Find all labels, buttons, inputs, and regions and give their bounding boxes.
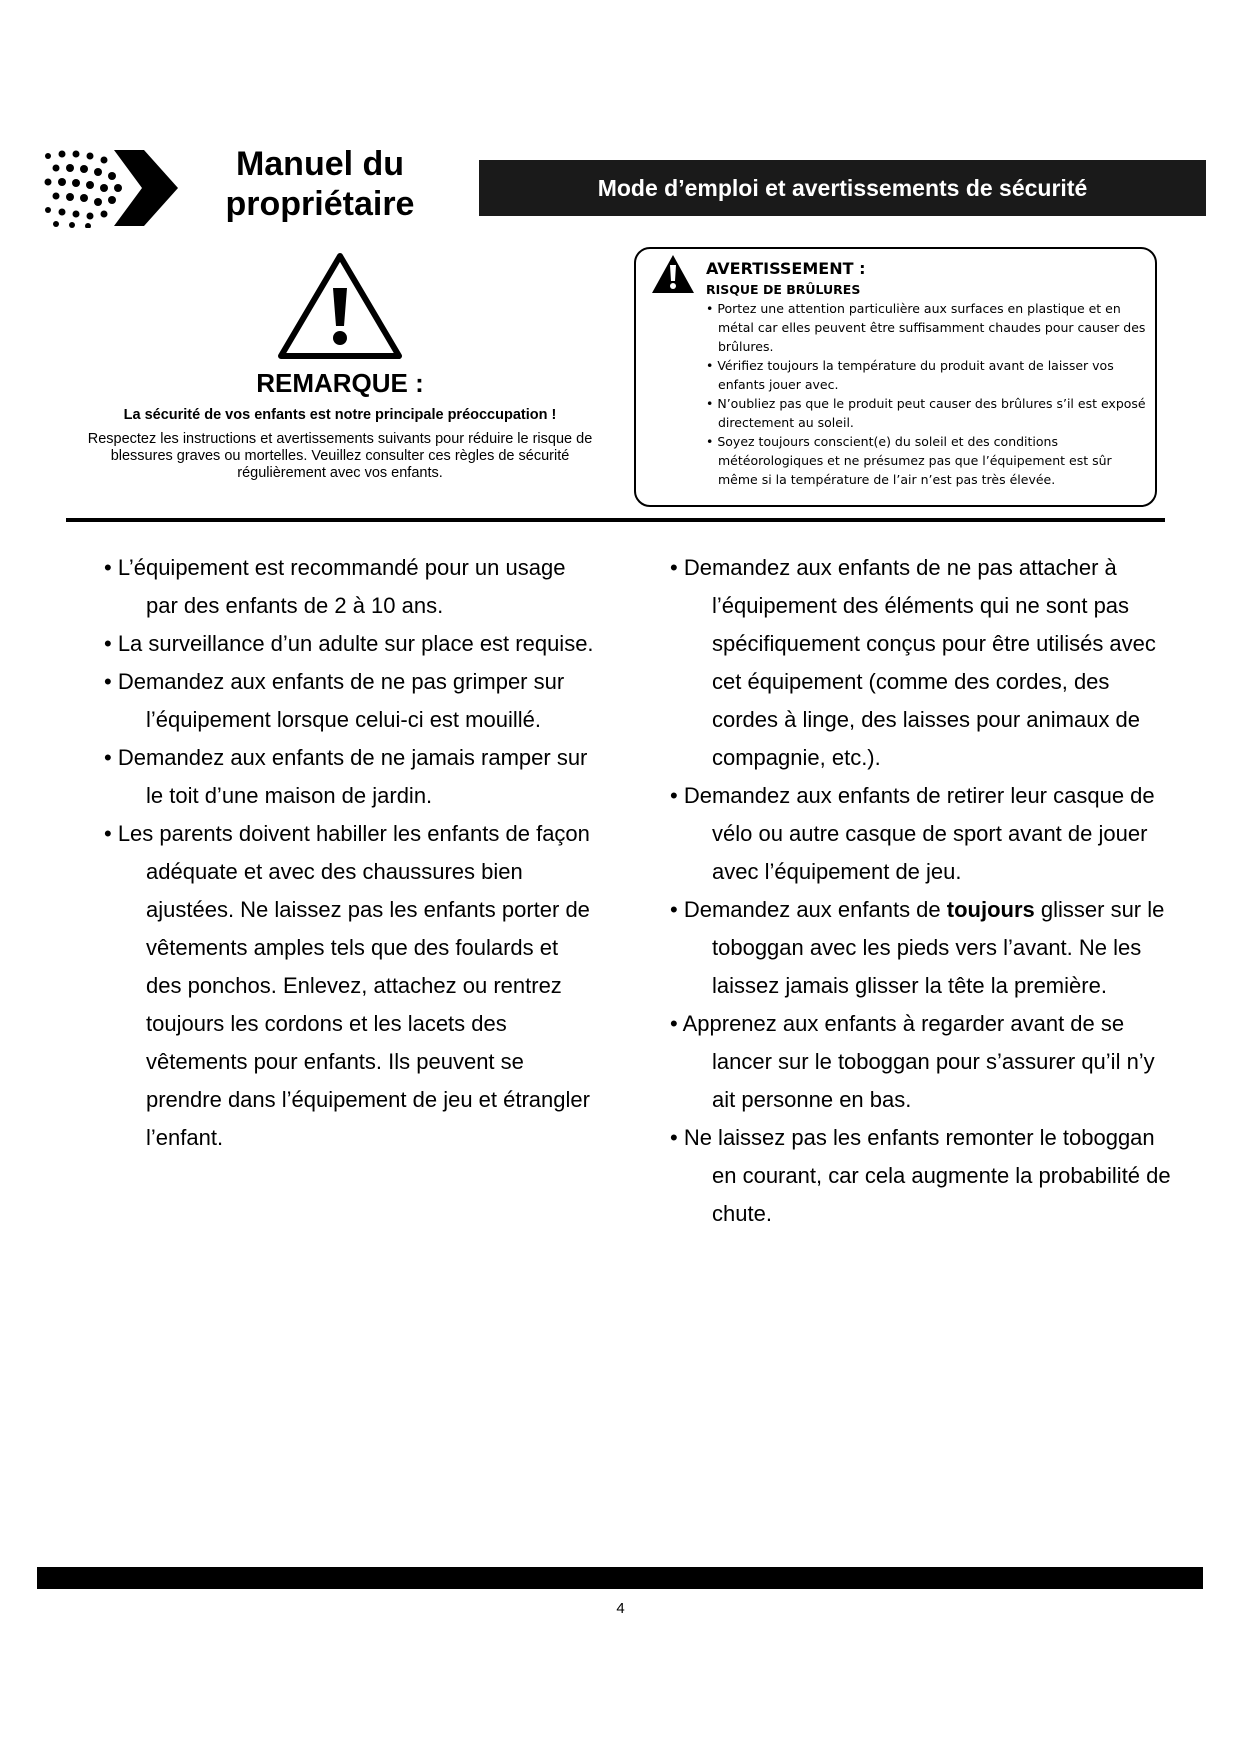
warning-triangle-small-icon [650,253,696,295]
warning-item: • Soyez toujours conscient(e) du soleil et des conditions météorologiques et ne présumez pas que l’équipement est sûr même si la température de l’air n’est pas très élevée. [706,434,1112,487]
rule-text: • Demandez aux enfants de [670,897,947,922]
rule-emphasis: toujours [946,897,1035,922]
right-column [670,549,1175,1233]
remark-body: Respectez les instructions et avertissements suivants pour réduire le risque de blessures graves ou mortelles. Veuillez consulter ces règles de sécurité régulièrement avec vos enfants. [87,431,593,481]
remark-title: REMARQUE : [256,368,424,398]
rule-text: glisser sur le toboggan avec les pieds vers l’avant. Ne les laissez jamais glisser la tête la première. [712,897,1165,998]
warning-item: • Vérifiez toujours la température du produit avant de laisser vos enfants jouer avec. [706,358,1114,392]
left-column [104,549,599,1157]
warning-item: • Portez une attention particulière aux surfaces en plastique et en métal car elles peuvent être suffisamment chaudes pour causer des brûlures. [706,301,1146,354]
page-number: 4 [616,1600,625,1617]
warning-subtitle: RISQUE DE BRÛLURES [706,282,861,297]
manual-title-line1: Manuel du [235,145,405,183]
brand-logo-icon [42,148,178,228]
remark-block [80,250,600,482]
safety-rule: • Demandez aux enfants de ne pas attacher à l’équipement des éléments qui ne sont pas spécifiquement conçus pour être utilisés avec cet équipement (comme des cordes, des cordes à linge, des laisses pour animaux de compagnie, etc.). [670,555,1156,770]
safety-rule: • Ne laissez pas les enfants remonter le toboggan en courant, car cela augmente la probabilité de chute. [670,1125,1171,1226]
safety-rule: • La surveillance d’un adulte sur place est requise. [104,631,594,656]
burn-warning-box [634,247,1157,507]
safety-rule: • Demandez aux enfants de ne pas grimper sur l’équipement lorsque celui-ci est mouillé. [104,669,565,732]
safety-rule [670,891,1175,1005]
safety-rule: • Les parents doivent habiller les enfants de façon adéquate et avec des chaussures bien ajustées. Ne laissez pas les enfants porter de vêtements amples tels que des foulards et des ponchos. Enlevez, attachez ou rentrez toujours les cordons et les lacets des vêtements pour enfants. Ils peuvent se prendre dans l’équipement de jeu et étrangler l’enfant. [104,821,590,1150]
safety-rule: • Demandez aux enfants de retirer leur casque de vélo ou autre casque de sport avant de jouer avec l’équipement de jeu. [670,783,1155,884]
safety-rule: • Demandez aux enfants de ne jamais ramper sur le toit d’une maison de jardin. [104,745,588,808]
warning-item: • N’oubliez pas que le produit peut causer des brûlures s’il est exposé directement au soleil. [706,396,1146,430]
warning-triangle-icon [275,250,405,362]
warning-title: AVERTISSEMENT : [706,259,866,278]
safety-rule: • Apprenez aux enfants à regarder avant de se lancer sur le toboggan pour s’assurer qu’il n’y ait personne en bas. [670,1011,1155,1112]
manual-title-line2: propriétaire [225,185,415,223]
remark-lead: La sécurité de vos enfants est notre principale préoccupation ! [123,407,557,423]
manual-title [200,144,440,224]
section-divider [66,518,1165,522]
footer-bar [37,1567,1203,1589]
section-banner: Mode d’emploi et avertissements de sécurité [479,160,1206,216]
safety-rule: • L’équipement est recommandé pour un usage par des enfants de 2 à 10 ans. [104,555,566,618]
